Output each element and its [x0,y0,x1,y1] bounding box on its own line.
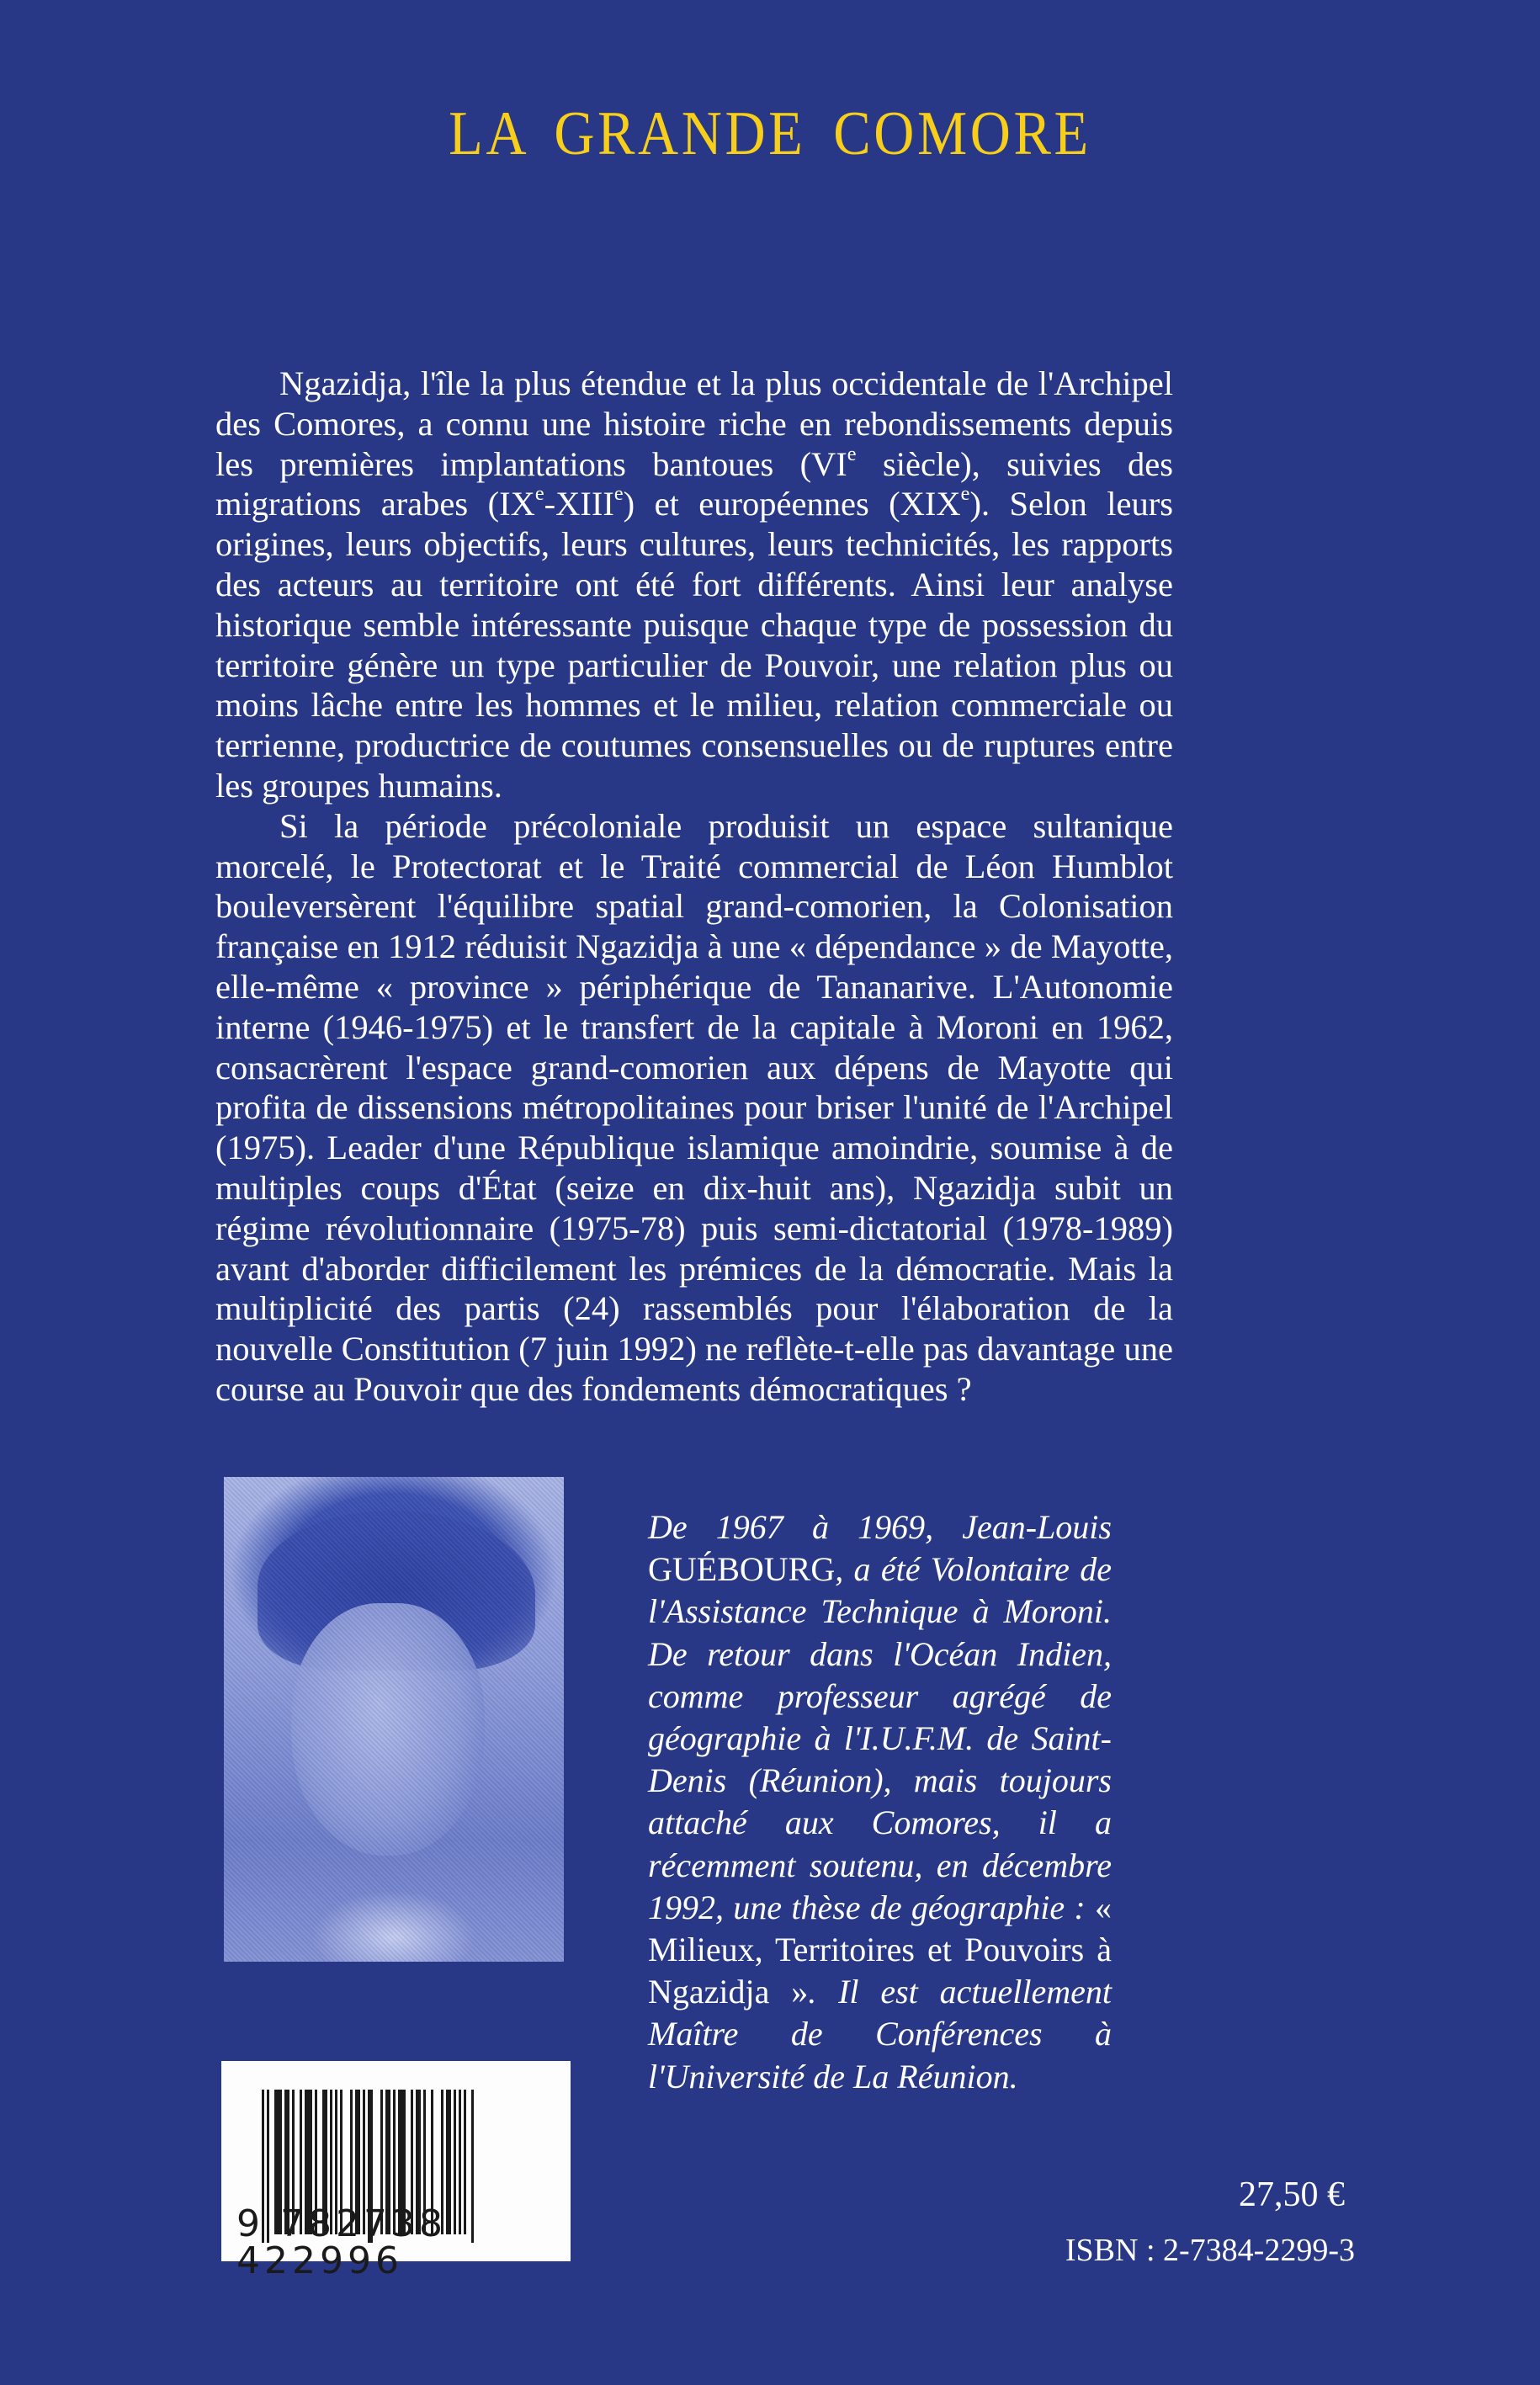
price: 27,50 € [1239,2175,1345,2214]
blurb-text: -XIII [544,485,614,523]
barcode [221,2061,571,2282]
photo-halftone-overlay [224,1477,564,1962]
superscript: e [613,482,624,506]
author-photo [224,1477,564,1962]
blurb-text: siècle), suivies des migrations arabes (IX [215,444,1173,523]
book-title: LA GRANDE COMORE [449,99,1091,168]
bio-text: . Il est actuellement Maître de Conférences à l'Université de La Réunion. [648,1973,1112,2096]
bio-text: De 1967 à 1969, Jean-Louis [648,1508,1112,1546]
isbn: ISBN : 2-7384-2299-3 [1065,2233,1355,2268]
blurb-paragraph-1 [215,364,1173,806]
superscript: e [534,482,544,506]
blurb-text: Ngazidja, l'île la plus étendue et la plus occidentale de l'Archipel des Comores, a connu une histoire riche en rebondissements depuis les premières implantations bantoues (VI [215,364,1173,483]
blurb-paragraph-2: Si la période précoloniale produisit un espace sultanique morcelé, le Protectorat et le Traité commercial de Léon Humblot bouleversèrent l'équilibre spatial grand-comorien, la Colonisation française en 1912 réduisit Ngazidja à une « dépendance » de Mayotte, elle-même « province » périphérique de Tananarive. L'Autonomie interne (1946-1975) et le transfert de la capitale à Moroni en 1962, consacrèrent l'espace grand-comorien aux dépens de Mayotte qui profita de dissensions métropolitaines pour briser l'unité de l'Archipel (1975). Leader d'une République islamique amoindrie, soumise à de multiples coups d'État (seize en dix-huit ans), Ngazidja subit un régime révolutionnaire (1975-78) puis semi-dictatorial (1978-1989) avant d'aborder difficilement les prémices de la démocratie. Mais la multiplicité des partis (24) rassemblés pour l'élaboration de la nouvelle Constitution (7 juin 1992) ne reflète-t-elle pas davantage une course au Pouvoir que des fondements démocratiques ? [215,806,1173,1408]
author-bio [648,1506,1112,2098]
back-cover-blurb [215,364,1173,1410]
bio-text: , a été Volontaire de l'Assistance Technique à Moroni. De retour dans l'Océan Indien, comme professeur agrégé de géographie à l'I.U.F.M. de Saint-Denis (Réunion), mais toujours attaché aux Comores, il a récemment soutenu, en décembre 1992, une thèse de géographie : [648,1550,1112,1926]
thesis-title: « Milieux, Territoires et Pouvoirs à Ngazidja » [648,1888,1112,2011]
superscript: e [847,442,857,465]
author-name: GUÉBOURG [648,1550,836,1589]
superscript: e [960,482,970,506]
barcode-digits: 9 782738 422996 [236,2202,447,2282]
blurb-text: ) et européennes (XIX [623,485,961,523]
blurb-text: ). Selon leurs origines, leurs objectifs, leurs cultures, leurs technicités, les rapports des acteurs au territoire ont été fort différents. Ainsi leur analyse historique semble intéressante puisque chaque type de possession du territoire génère un type particulier de Pouvoir, une relation plus ou moins lâche entre les hommes et le milieu, relation commerciale ou terrienne, productrice de coutumes consensuelles ou de ruptures entre les groupes humains. [215,485,1173,805]
